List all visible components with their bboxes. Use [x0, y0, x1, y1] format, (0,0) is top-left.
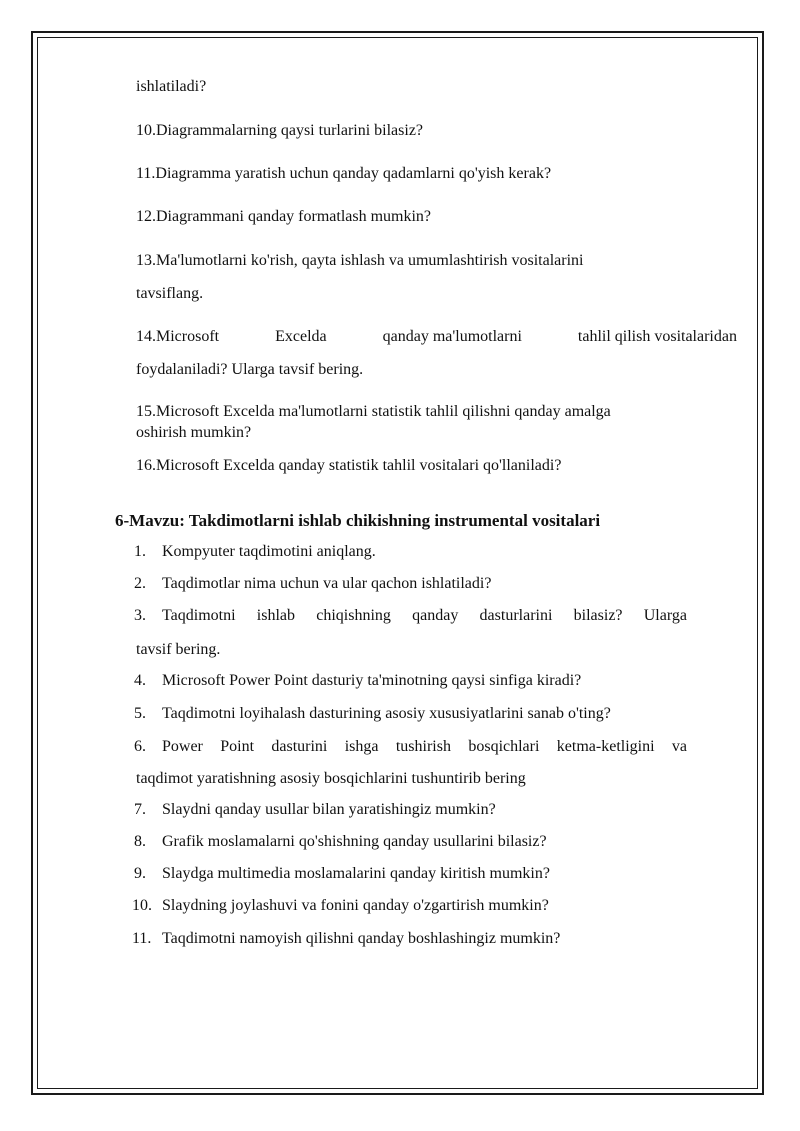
- section-heading: 6-Mavzu: Takdimotlarni ishlab chikishning instrumental vositalari: [115, 511, 601, 530]
- question-14-word-1: 14.Microsoft: [136, 328, 220, 345]
- question-text: Diagrammalarning qaysi turlarini bilasiz?: [156, 122, 424, 139]
- list-item-number: 1.: [134, 543, 146, 560]
- list-item-number: 11.: [132, 930, 152, 947]
- list-item-number: 10.: [132, 897, 152, 914]
- question-text: Microsoft Excelda ma'lumotlarni statistik tahlil qilishni qanday amalga: [156, 403, 611, 420]
- question-number: 15.: [136, 403, 156, 420]
- question-12: [136, 207, 431, 227]
- question-number: 12.: [136, 208, 156, 225]
- question-14-continuation: foydalaniladi? Ularga tavsif bering.: [136, 361, 364, 378]
- question-text: Microsoft Excelda qanday statistik tahlil vositalari qo'llaniladi?: [156, 457, 562, 474]
- question-number: 13.: [136, 252, 156, 269]
- question-text: Diagrammani qanday formatlash mumkin?: [156, 208, 432, 225]
- list-item-number: 3.: [134, 607, 146, 624]
- question-text: Diagramma yaratish uchun qanday qadamlarni qo'yish kerak?: [155, 165, 552, 182]
- list-item: Taqdimotni loyihalash dasturining asosiy xususiyatlarini sanab o'ting?: [162, 705, 611, 722]
- question-text: Ma'lumotlarni ko'rish, qayta ishlash va umumlashtirish vositalarini: [156, 252, 584, 269]
- list-item: Taqdimotni ishlab chiqishning qanday dasturlarini bilasiz? Ularga: [162, 607, 687, 624]
- list-item-number: 7.: [134, 801, 146, 818]
- question-number: 10.: [136, 122, 156, 139]
- list-item: Slaydning joylashuvi va fonini qanday o'zgartirish mumkin?: [162, 897, 549, 914]
- question-13: [136, 251, 583, 271]
- list-item-number: 2.: [134, 575, 146, 592]
- question-13-continuation: tavsiflang.: [136, 285, 204, 302]
- list-item: Power Point dasturini ishga tushirish bosqichlari ketma-ketligini va: [162, 738, 687, 755]
- list-item: Kompyuter taqdimotini aniqlang.: [162, 543, 376, 560]
- question-15-continuation: oshirish mumkin?: [136, 424, 252, 441]
- list-item-number: 4.: [134, 672, 146, 689]
- list-item: Slaydga multimedia moslamalarini qanday kiritish mumkin?: [162, 865, 550, 882]
- question-number: 14.: [136, 328, 156, 345]
- question-10: [136, 121, 423, 141]
- continued-question-line: ishlatiladi?: [136, 78, 207, 95]
- list-item-number: 6.: [134, 738, 146, 755]
- question-14-word-3: qanday ma'lumotlarni: [382, 328, 522, 345]
- list-item-continuation: taqdimot yaratishning asosiy bosqichlarini tushuntirib bering: [136, 770, 526, 787]
- list-item: Slaydni qanday usullar bilan yaratishingiz mumkin?: [162, 801, 496, 818]
- question-15: [136, 402, 611, 422]
- list-item-continuation: tavsif bering.: [136, 641, 221, 658]
- list-item-number: 9.: [134, 865, 146, 882]
- question-14-word-4: tahlil qilish vositalaridan: [577, 328, 737, 345]
- question-16: [136, 456, 561, 476]
- question-14-word-2: Excelda: [275, 328, 327, 345]
- list-item: Microsoft Power Point dasturiy ta'minotning qaysi sinfiga kiradi?: [162, 672, 582, 689]
- list-item-number: 5.: [134, 705, 146, 722]
- list-item: Taqdimotlar nima uchun va ular qachon ishlatiladi?: [162, 575, 492, 592]
- list-item-number: 8.: [134, 833, 146, 850]
- list-item: Grafik moslamalarni qo'shishning qanday usullarini bilasiz?: [162, 833, 547, 850]
- question-11: [136, 164, 551, 184]
- question-number: 16.: [136, 457, 156, 474]
- question-number: 11.: [136, 165, 156, 182]
- question-14: [136, 327, 737, 347]
- list-item: Taqdimotni namoyish qilishni qanday boshlashingiz mumkin?: [162, 930, 561, 947]
